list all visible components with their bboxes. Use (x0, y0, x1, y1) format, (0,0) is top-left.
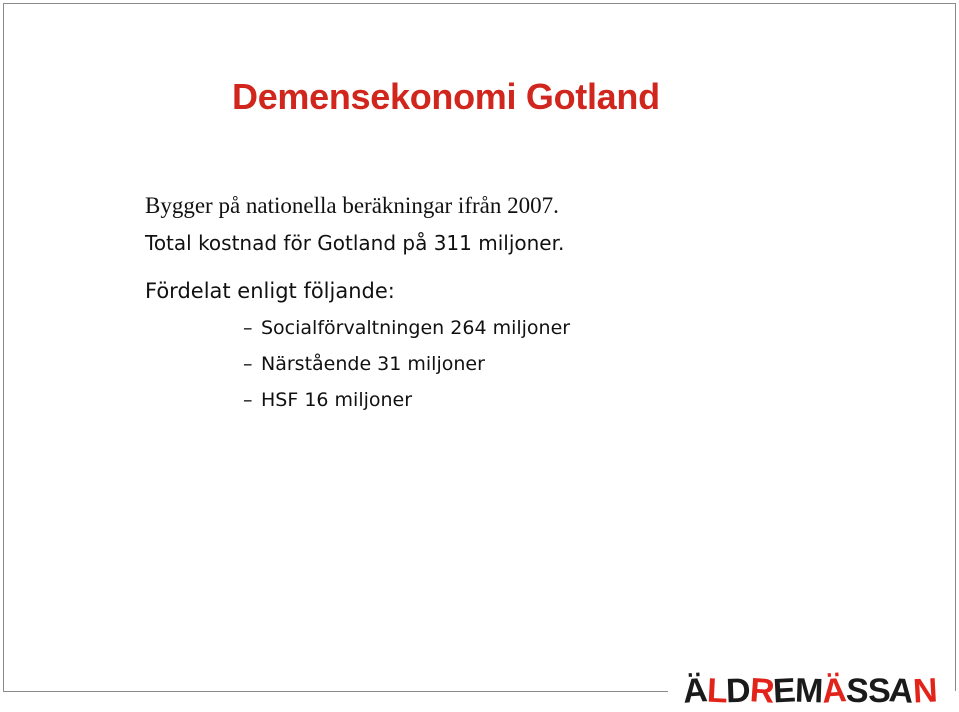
sub-item-text: HSF 16 miljoner (261, 389, 413, 411)
logo-letter: M (794, 671, 824, 711)
text-line-basis: Bygger på nationella beräkningar ifrån 2007. (145, 193, 559, 218)
logo-letter: D (725, 671, 751, 711)
logo-letter: S (867, 671, 891, 711)
logo-letter: Ä (681, 671, 708, 711)
text-line-distribution: Fördelat enligt följande: (145, 279, 395, 303)
logo-letter: N (912, 671, 938, 711)
logo-letter: R (748, 671, 775, 711)
sub-item-relatives (243, 353, 485, 375)
sub-item-hsf (243, 389, 412, 411)
logo-letter: L (705, 671, 728, 711)
sub-item-text: Socialförvaltningen 264 miljoner (261, 317, 571, 339)
text-line-total-cost: Total kostnad för Gotland på 311 miljoner. (145, 231, 565, 255)
logo-letter: E (772, 671, 797, 711)
sub-item-text: Närstående 31 miljoner (261, 353, 485, 375)
dash-bullet: – (243, 317, 253, 339)
dash-bullet: – (243, 389, 253, 411)
logo-letter: A (888, 671, 915, 711)
sub-item-social-services (243, 317, 570, 339)
dash-bullet: – (243, 353, 253, 375)
logo-letter: S (845, 671, 869, 711)
slide-bottom-rule (3, 691, 668, 692)
slide-title: Demensekonomi Gotland (232, 76, 660, 117)
aldremassan-logo (683, 671, 937, 711)
logo-letter: Ä (821, 671, 848, 711)
